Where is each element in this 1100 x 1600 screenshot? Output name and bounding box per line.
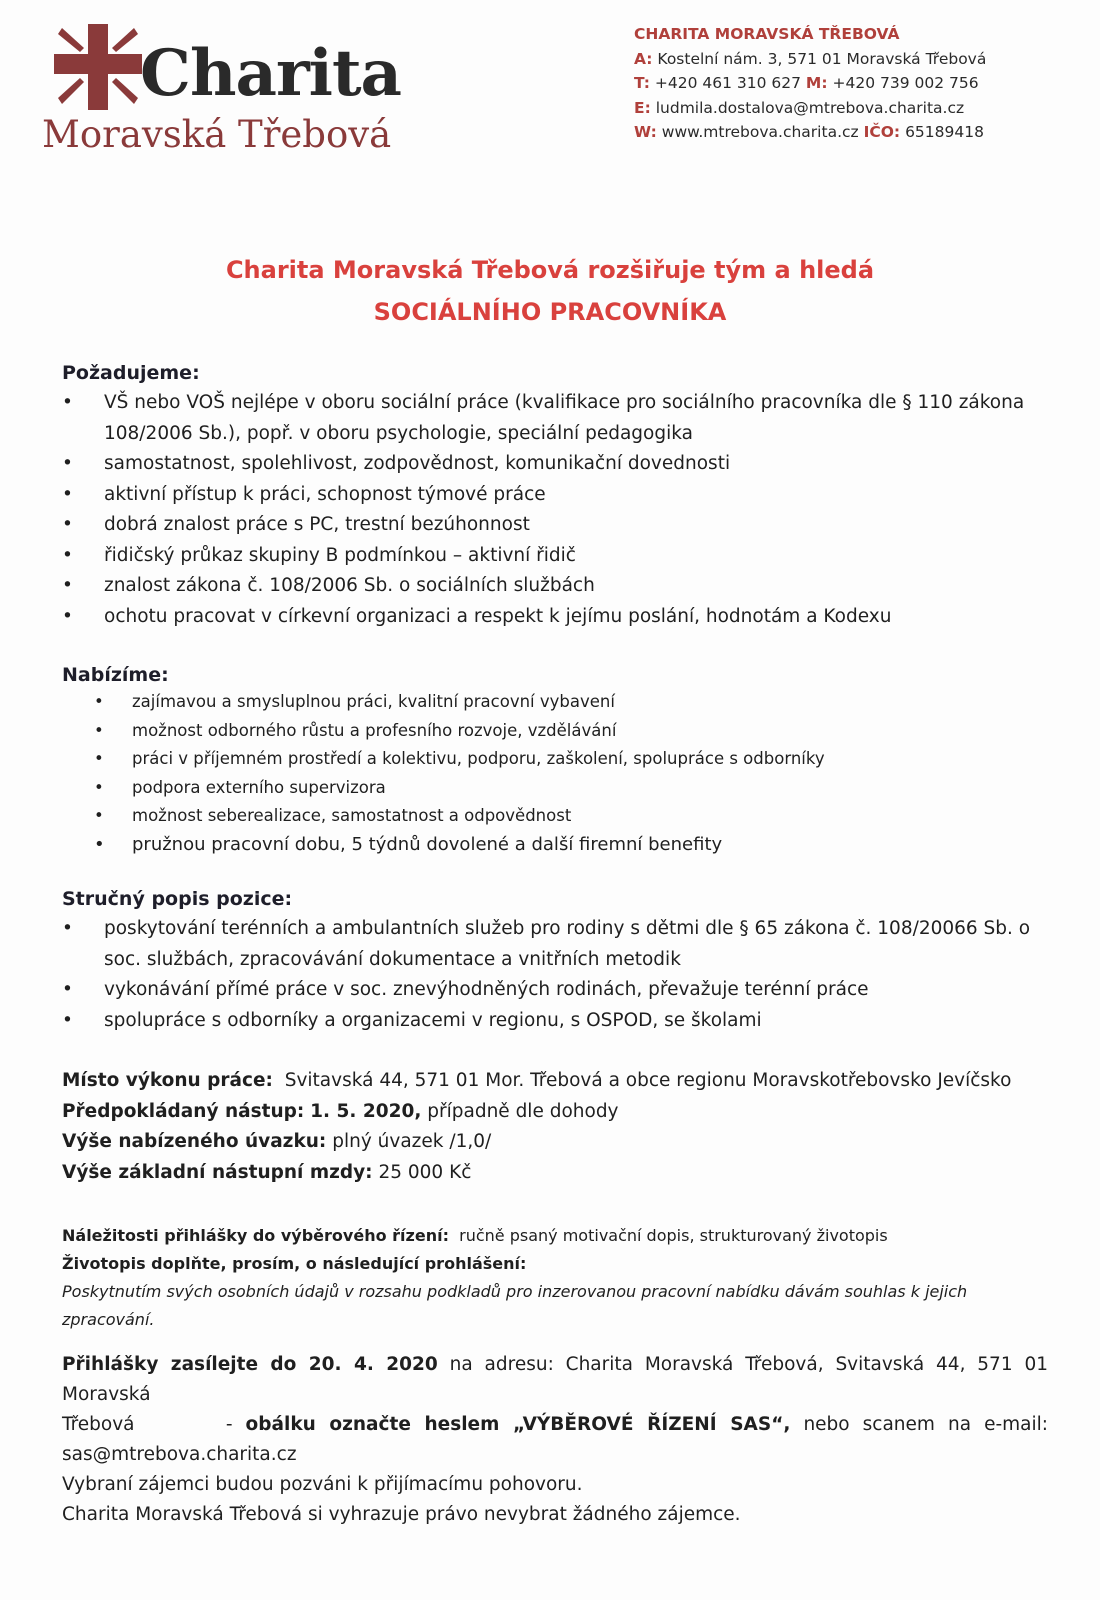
page-title: Charita Moravská Třebová rozšiřuje tým a hledá — [225, 256, 875, 284]
description-heading: Stručný popis pozice: — [62, 888, 293, 910]
place-row: Místo výkonu práce: Svitavská 44, 571 01 Mor. Třebová a obce regionu Moravskotřebovsko Jevíčsko — [62, 1070, 1012, 1091]
charita-logo — [42, 22, 401, 162]
bullet-icon: • — [62, 605, 73, 627]
application-req-row: Náležitosti přihlášky do výběrového řízení: ručně psaný motivační dopis, strukturovaný životopis — [62, 1226, 888, 1245]
list-item: • podpora externího supervizora — [94, 774, 1074, 803]
reserve-note: Charita Moravská Třebová si vyhrazuje právo nevybrat žádného zájemce. — [62, 1504, 741, 1525]
cv-note: Životopis doplňte, prosím, o následující prohlášení: — [62, 1254, 527, 1273]
bullet-icon: • — [62, 918, 73, 939]
application-requirements — [62, 1222, 1062, 1334]
list-item: • ochotu pracovat v církevní organizaci a respekt k jejímu poslání, hodnotám a Kodexu — [62, 602, 1072, 633]
application-email[interactable]: sas@mtrebova.charita.cz — [62, 1444, 297, 1465]
list-item: • možnost seberealizace, samostatnost a odpovědnost — [94, 802, 1074, 831]
bullet-icon: • — [94, 777, 104, 797]
bullet-icon: • — [62, 544, 73, 566]
list-item: • řidičský průkaz skupiny B podmínkou – aktivní řidič — [62, 541, 1072, 572]
invite-note: Vybraní zájemci budou pozváni k přijímacímu pohovoru. — [62, 1474, 583, 1495]
bullet-icon: • — [62, 453, 73, 474]
start-row: Předpokládaný nástup: 1. 5. 2020, případně dle dohody — [62, 1100, 619, 1122]
phone-line: T: +420 461 310 627 M: +420 739 002 756 — [634, 74, 979, 92]
logo-wordmark: Charita — [140, 36, 401, 111]
list-item: • dobrá znalost práce s PC, trestní bezúhonnost — [62, 510, 1072, 541]
web-link[interactable]: www.mtrebova.charita.cz — [661, 123, 859, 141]
list-item: • vykonávání přímé práce v soc. znevýhodněných rodinách, převažuje terénní práce — [62, 975, 1072, 1006]
contact-block — [634, 22, 986, 145]
email-link[interactable]: ludmila.dostalova@mtrebova.charita.cz — [655, 98, 965, 117]
bullet-icon: • — [94, 692, 104, 711]
requirements-heading: Požadujeme: — [62, 362, 200, 384]
list-item: • možnost odborného růstu a profesního rozvoje, vzdělávání — [94, 717, 1074, 746]
bullet-icon: • — [94, 749, 104, 768]
list-item: • pružnou pracovní dobu, 5 týdnů dovolené a další firemní benefity — [94, 831, 1074, 860]
web-line: W: www.mtrebova.charita.cz IČO: 65189418 — [634, 123, 984, 141]
org-name: CHARITA MORAVSKÁ TŘEBOVÁ — [634, 25, 900, 43]
list-item: • znalost zákona č. 108/2006 Sb. o sociálních službách — [62, 571, 1072, 602]
position-title: SOCIÁLNÍHO PRACOVNÍKA — [373, 298, 727, 326]
list-item: • poskytování terénních a ambulantních služeb pro rodiny s dětmi dle § 65 zákona č. 108/20066 Sb. o soc. službách, zpracovávání dokumentace a vnitřních metodik — [62, 914, 1072, 975]
email-line: E: ludmila.dostalova@mtrebova.charita.cz — [634, 98, 965, 117]
bullet-icon: • — [62, 483, 73, 505]
list-item: • samostatnost, spolehlivost, zodpovědnost, komunikační dovednosti — [62, 449, 1072, 480]
salary-row: Výše základní nástupní mzdy: 25 000 Kč — [62, 1161, 472, 1183]
requirements-list — [62, 388, 1072, 632]
offer-list — [94, 688, 1074, 859]
bullet-icon: • — [62, 392, 73, 413]
offer-heading: Nabízíme: — [62, 664, 169, 686]
envelope-row: Třebová - obálku označte heslem „VÝBĚROVÉ ŘÍZENÍ SAS“, nebo scanem na e-mail: — [62, 1414, 1048, 1435]
bullet-icon: • — [62, 575, 73, 596]
consent-statement: Poskytnutím svých osobních údajů v rozsahu podkladů pro inzerovanou pracovní nabídku dávám souhlas k jejich zpracování. — [62, 1282, 968, 1329]
job-details — [62, 1066, 1082, 1188]
fte-row: Výše nabízeného úvazku: plný úvazek /1,0/ — [62, 1131, 492, 1152]
bullet-icon: • — [62, 514, 73, 535]
charita-cross-icon — [54, 22, 142, 112]
list-item: • aktivní přístup k práci, schopnost týmové práce — [62, 480, 1072, 511]
list-item: • spolupráce s odborníky a organizacemi v regionu, s OSPOD, se školami — [62, 1006, 1072, 1037]
list-item: • práci v příjemném prostředí a kolektivu, podporu, zaškolení, spolupráce s odborníky — [94, 745, 1074, 774]
list-item: • VŠ nebo VOŠ nejlépe v oboru sociální práce (kvalifikace pro sociálního pracovníka dle § 110 zákona 108/2006 Sb.), popř. v oboru psychologie, speciální pedagogika — [62, 388, 1072, 449]
list-item: • zajímavou a smysluplnou práci, kvalitní pracovní vybavení — [94, 688, 1074, 717]
bullet-icon: • — [94, 833, 105, 855]
send-row: Přihlášky zasílejte do 20. 4. 2020 na adresu: Charita Moravská Třebová, Svitavská 44, 571 01 Moravská — [62, 1354, 1048, 1405]
description-list — [62, 914, 1072, 1036]
bullet-icon: • — [62, 1009, 73, 1031]
address-line: A: Kostelní nám. 3, 571 01 Moravská Třebová — [634, 49, 987, 68]
logo-subtitle: Moravská Třebová — [42, 113, 392, 156]
bullet-icon: • — [62, 979, 73, 1000]
bullet-icon: • — [94, 720, 104, 740]
closing-section — [62, 1350, 1048, 1530]
bullet-icon: • — [94, 806, 104, 825]
